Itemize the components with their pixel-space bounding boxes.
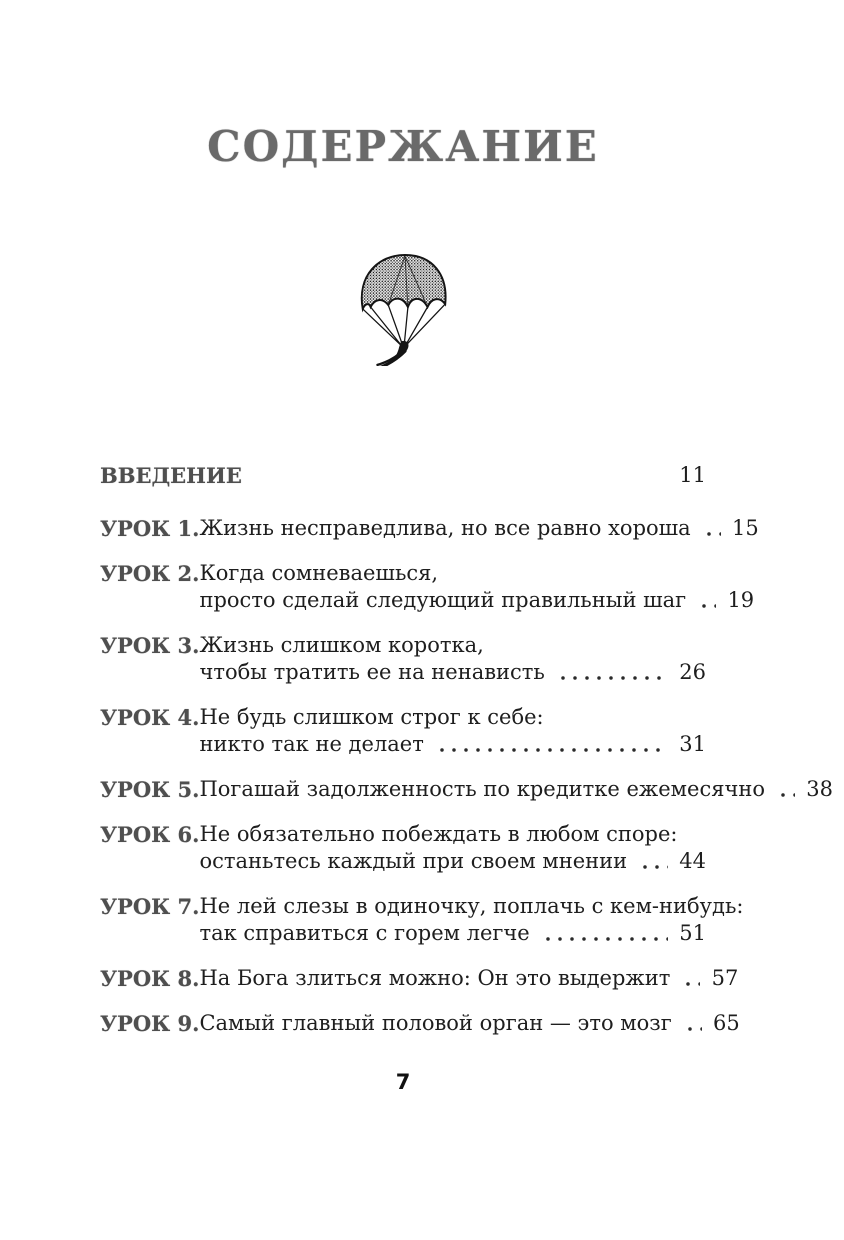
dot-leader [436,731,668,758]
toc-entry-label: УРОК 7. [100,894,200,919]
dot-leader [639,848,668,875]
toc-entry-text: Не лей слезы в одиночку, поплачь с кем-нибудь: [199,894,744,918]
toc-entry-text: Когда сомневаешься, [199,561,439,585]
toc-entry [100,462,706,489]
toc-entry-label: УРОК 1. [100,516,200,541]
toc-page-number: 11 [679,463,706,487]
toc-entry-text: останьтесь каждый при своем мнении [199,849,628,873]
toc-entry-text: никто так не делает [199,732,424,756]
toc-entry-label: ВВЕДЕНИЕ [100,463,242,488]
toc-page-number: 31 [679,732,706,756]
toc-entry-text: так справиться с горем легче [199,921,530,945]
page-title: СОДЕРЖАНИЕ [207,122,599,171]
toc-entry [100,632,706,686]
toc-entry-label: УРОК 3. [100,633,200,658]
toc-entry-text: На Бога злиться можно: Он это выдержит [199,966,671,990]
toc-entry-text: просто сделай следующий правильный шаг [199,588,687,612]
toc-entry [100,965,739,992]
dot-leader [542,920,668,947]
toc-entry [100,1010,740,1037]
toc-page-number: 44 [679,849,706,873]
toc-entry [100,821,706,875]
toc-entry-label: УРОК 2. [100,561,200,586]
toc-page-number: 38 [806,777,833,801]
toc-entry [100,704,706,758]
toc-entry-label: УРОК 4. [100,705,200,730]
toc-page-number: 26 [679,660,706,684]
dot-leader [703,515,721,542]
toc-entry-text: Не обязательно побеждать в любом споре: [199,822,678,846]
dot-leader [682,965,700,992]
toc-entry-label: УРОК 5. [100,777,200,802]
toc-entry [100,776,833,803]
toc-page-number: 19 [727,588,755,612]
parachute-icon [349,248,457,366]
dot-leader [777,776,795,803]
toc-entry-text: Жизнь несправедлива, но все равно хороша [199,516,691,540]
dot-leader [684,1010,702,1037]
toc-entry [100,515,759,542]
toc-page-number: 57 [711,966,739,990]
toc-page-number: 65 [712,1011,740,1035]
folio-page-number: 7 [395,1070,411,1094]
toc-entry-text: Жизнь слишком коротка, [199,633,484,657]
toc-entry-text: Самый главный половой орган — это мозг [199,1011,672,1035]
toc-entry [100,560,755,614]
table-of-contents [100,462,833,1037]
toc-entry-text: чтобы тратить ее на ненависть [199,660,545,684]
toc-entry [100,893,744,947]
dot-leader [698,587,716,614]
toc-entry-label: УРОК 9. [100,1011,200,1036]
toc-entry-label: УРОК 8. [100,966,200,991]
toc-page-number: 15 [731,516,759,540]
dot-leader [557,659,668,686]
toc-entry-label: УРОК 6. [100,822,200,847]
toc-entry-text: Не будь слишком строг к себе: [199,705,544,729]
toc-entry-text: Погашай задолженность по кредитке ежемесячно [199,777,765,801]
toc-page-number: 51 [679,921,706,945]
parachute-illustration [100,248,706,370]
